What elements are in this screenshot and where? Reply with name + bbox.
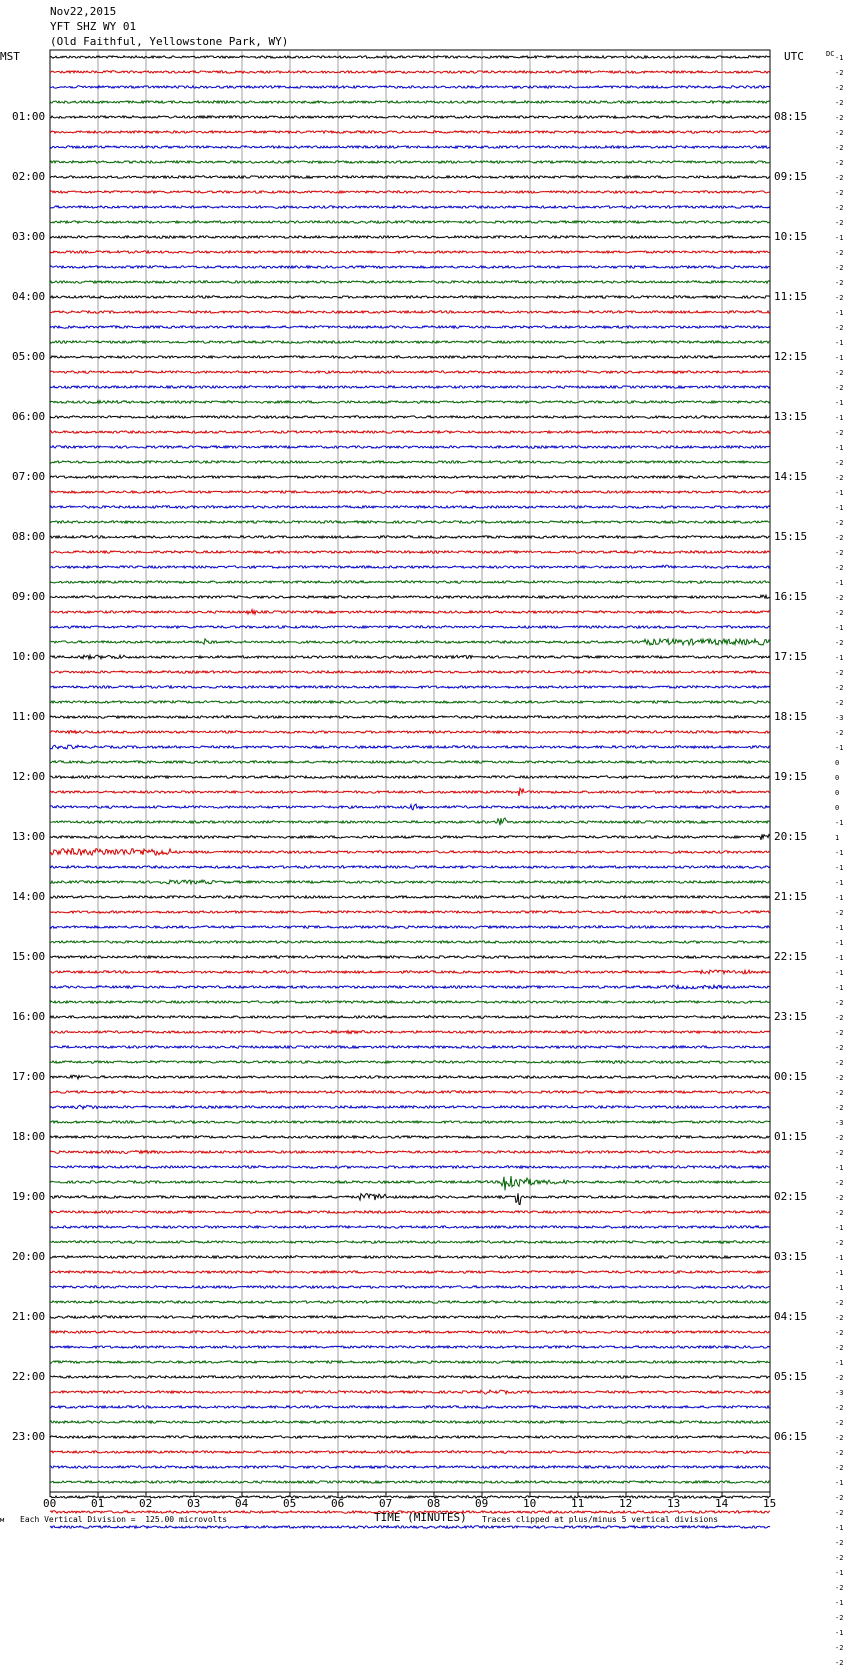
- dc-offset-label: -1: [835, 624, 844, 632]
- seismic-trace: [50, 221, 770, 223]
- seismic-trace: [50, 116, 770, 118]
- dc-offset-label: -2: [835, 1044, 844, 1052]
- x-axis-title: TIME (MINUTES): [374, 1511, 467, 1524]
- seismic-trace: [50, 356, 770, 358]
- seismic-trace: [50, 1496, 770, 1498]
- dc-offset-label: -1: [835, 339, 844, 347]
- dc-offset-label: 0: [835, 759, 840, 767]
- utc-hour-label: 03:15: [774, 1250, 808, 1263]
- seismic-trace: [50, 716, 770, 718]
- seismic-trace: [50, 655, 770, 659]
- clip-note: Traces clipped at plus/minus 5 vertical divisions: [482, 1515, 719, 1524]
- seismic-trace: [50, 1001, 770, 1003]
- dc-offset-label: -2: [835, 69, 844, 77]
- dc-offset-label: -2: [835, 204, 844, 212]
- dc-offset-label: -2: [835, 99, 844, 107]
- dc-offset-label: -1: [835, 234, 844, 242]
- dc-offset-label: -2: [835, 84, 844, 92]
- utc-hour-label: 08:15: [774, 110, 808, 123]
- dc-offset-label: -2: [835, 264, 844, 272]
- mst-hour-label: 19:00: [12, 1190, 46, 1203]
- x-tick-label: 05: [283, 1497, 297, 1510]
- dc-offset-label: -2: [835, 594, 844, 602]
- seismic-trace: [50, 416, 770, 418]
- seismic-trace: [50, 176, 770, 179]
- dc-offset-label: -2: [835, 324, 844, 332]
- seismic-trace: [50, 1211, 770, 1213]
- dc-offset-label: -2: [835, 144, 844, 152]
- mst-hour-label: 12:00: [12, 770, 46, 783]
- dc-offset-label: -1: [835, 654, 844, 662]
- seismic-trace: [50, 776, 770, 778]
- corner-mark-icon: м: [0, 1516, 5, 1524]
- mst-hour-label: 21:00: [12, 1310, 46, 1323]
- dc-offset-label: -2: [835, 1074, 844, 1082]
- header-location: (Old Faithful, Yellowstone Park, WY): [50, 35, 289, 48]
- seismic-trace: [50, 1091, 770, 1093]
- utc-hour-label: 00:15: [774, 1070, 808, 1083]
- dc-offset-label: -2: [835, 1134, 844, 1142]
- dc-offset-label: -2: [835, 1149, 844, 1157]
- seismic-trace: [50, 610, 770, 615]
- mst-hour-label: 13:00: [12, 830, 46, 843]
- seismic-trace: [50, 1421, 770, 1423]
- seismic-trace: [50, 761, 770, 763]
- mst-hour-label: 18:00: [12, 1130, 46, 1143]
- dc-offset-label: -2: [835, 1194, 844, 1202]
- dc-offset-label: -3: [835, 1389, 844, 1397]
- seismic-trace: [50, 731, 770, 734]
- mst-hour-label: 10:00: [12, 650, 46, 663]
- dc-offset-label: -2: [835, 1644, 844, 1652]
- dc-offset-label: -2: [835, 1449, 844, 1457]
- utc-hour-label: 22:15: [774, 950, 808, 963]
- seismic-trace: [50, 431, 770, 433]
- mst-zone-label: MST: [0, 50, 20, 63]
- dc-offset-label: -2: [835, 1029, 844, 1037]
- utc-hour-label: 20:15: [774, 830, 808, 843]
- seismic-trace: [50, 1105, 770, 1109]
- x-tick-label: 10: [523, 1497, 537, 1510]
- mst-hour-label: 04:00: [12, 290, 46, 303]
- x-tick-label: 11: [571, 1497, 585, 1510]
- dc-offset-label: -1: [835, 864, 844, 872]
- seismic-trace: [50, 206, 770, 208]
- seismic-trace: [50, 1331, 770, 1333]
- dc-offset-label: -2: [835, 1014, 844, 1022]
- dc-offset-label: -2: [835, 729, 844, 737]
- dc-offset-label: -2: [835, 1374, 844, 1382]
- dc-offset-label: -1: [835, 1164, 844, 1172]
- dc-offset-label: -2: [835, 114, 844, 122]
- dc-offset-label: -2: [835, 1614, 844, 1622]
- seismic-trace: [50, 701, 770, 703]
- seismic-trace: [50, 476, 770, 478]
- seismic-trace: [50, 1376, 770, 1378]
- dc-offset-label: -2: [835, 1299, 844, 1307]
- utc-hour-label: 17:15: [774, 650, 808, 663]
- x-tick-label: 06: [331, 1497, 345, 1510]
- seismic-trace: [50, 866, 770, 868]
- dc-offset-label: -2: [835, 699, 844, 707]
- mst-hour-label: 03:00: [12, 230, 46, 243]
- seismic-trace: [50, 1466, 770, 1468]
- seismic-trace: [50, 911, 770, 913]
- dc-offset-label: -1: [835, 1569, 844, 1577]
- x-tick-label: 03: [187, 1497, 201, 1510]
- seismic-trace: [50, 1061, 770, 1064]
- utc-hour-label: 15:15: [774, 530, 808, 543]
- seismic-trace: [50, 626, 770, 628]
- dc-offset-label: -2: [835, 129, 844, 137]
- seismic-trace: [50, 161, 770, 163]
- seismic-trace: [50, 266, 770, 268]
- seismic-trace: [50, 506, 770, 509]
- seismic-trace: [50, 804, 770, 810]
- dc-offset-label: -2: [835, 294, 844, 302]
- dc-offset-label: -1: [835, 1284, 844, 1292]
- seismic-trace: [50, 639, 770, 645]
- mst-hour-label: 11:00: [12, 710, 46, 723]
- seismic-trace: [50, 1046, 770, 1048]
- dc-offset-label: -2: [835, 219, 844, 227]
- dc-offset-label: -2: [835, 1209, 844, 1217]
- dc-offset-label: -2: [835, 549, 844, 557]
- x-tick-label: 12: [619, 1497, 633, 1510]
- dc-offset-label: -2: [835, 1584, 844, 1592]
- seismic-trace: [50, 686, 770, 688]
- seismic-trace: [50, 1526, 770, 1528]
- seismic-trace: [50, 1390, 770, 1394]
- dc-offset-label: -2: [835, 609, 844, 617]
- seismic-trace: [50, 536, 770, 538]
- seismic-trace: [50, 1226, 770, 1228]
- seismic-trace: [50, 1256, 770, 1258]
- dc-offset-label: -2: [835, 249, 844, 257]
- seismic-trace: [50, 1301, 770, 1303]
- dc-offset-label: -1: [835, 489, 844, 497]
- dc-offset-label: -1: [835, 849, 844, 857]
- x-tick-label: 09: [475, 1497, 489, 1510]
- utc-hour-label: 23:15: [774, 1010, 808, 1023]
- mst-hour-label: 14:00: [12, 890, 46, 903]
- seismic-trace: [50, 86, 770, 88]
- seismic-trace: [50, 1451, 770, 1453]
- dc-offset-label: -1: [835, 939, 844, 947]
- header-station: YFT SHZ WY 01: [50, 20, 137, 33]
- dc-offset-label: -1: [835, 309, 844, 317]
- dc-offset-label: -2: [835, 1494, 844, 1502]
- seismic-trace: [50, 1031, 770, 1034]
- dc-offset-label: -1: [835, 1524, 844, 1532]
- utc-hour-label: 21:15: [774, 890, 808, 903]
- mst-hour-label: 22:00: [12, 1370, 46, 1383]
- dc-offset-label: -2: [835, 1059, 844, 1067]
- dc-offset-label: -2: [835, 1434, 844, 1442]
- x-tick-label: 00: [43, 1497, 57, 1510]
- seismic-trace: [50, 251, 770, 253]
- x-tick-label: 02: [139, 1497, 153, 1510]
- seismic-trace: [50, 446, 770, 448]
- dc-offset-label: -2: [835, 534, 844, 542]
- dc-offset-label: -3: [835, 1119, 844, 1127]
- utc-hour-label: 06:15: [774, 1430, 808, 1443]
- dc-offset-label: -1: [835, 819, 844, 827]
- utc-hour-label: 13:15: [774, 410, 808, 423]
- mst-hour-label: 01:00: [12, 110, 46, 123]
- dc-offset-label: -1: [835, 984, 844, 992]
- dc-offset-label: -2: [835, 639, 844, 647]
- dc-offset-label: -2: [835, 1404, 844, 1412]
- mst-hour-label: 02:00: [12, 170, 46, 183]
- seismic-trace: [50, 326, 770, 328]
- utc-hour-label: 09:15: [774, 170, 808, 183]
- dc-offset-label: -1: [835, 1359, 844, 1367]
- x-tick-label: 13: [667, 1497, 681, 1510]
- seismic-trace: [50, 1193, 770, 1204]
- dc-offset-label: -1: [835, 354, 844, 362]
- dc-offset-label: -2: [835, 459, 844, 467]
- seismic-trace: [50, 849, 770, 856]
- seismic-trace: [50, 491, 770, 493]
- dc-offset-label: -2: [835, 429, 844, 437]
- mst-hour-label: 23:00: [12, 1430, 46, 1443]
- dc-offset-label: -1: [835, 504, 844, 512]
- mst-hour-label: 20:00: [12, 1250, 46, 1263]
- seismic-trace: [50, 985, 770, 989]
- dc-offset-label: -2: [835, 174, 844, 182]
- utc-hour-label: 19:15: [774, 770, 808, 783]
- utc-hour-label: 02:15: [774, 1190, 808, 1203]
- header-date: Nov22,2015: [50, 5, 117, 18]
- dc-offset-label: -2: [835, 1344, 844, 1352]
- dc-offset-label: -2: [835, 1329, 844, 1337]
- seismic-trace: [50, 1286, 770, 1288]
- seismic-trace: [50, 581, 770, 583]
- dc-offset-label: -1: [835, 924, 844, 932]
- dc-offset-label: -2: [835, 1554, 844, 1562]
- utc-hour-label: 12:15: [774, 350, 808, 363]
- seismic-trace: [50, 1166, 770, 1168]
- dc-offset-label: -1: [835, 894, 844, 902]
- x-tick-label: 01: [91, 1497, 105, 1510]
- seismic-trace: [50, 71, 770, 73]
- dc-offset-label: -3: [835, 714, 844, 722]
- seismic-trace: [50, 1406, 770, 1408]
- dc-offset-label: -2: [835, 1464, 844, 1472]
- utc-hour-label: 16:15: [774, 590, 808, 603]
- dc-offset-label: -1: [835, 54, 844, 62]
- utc-hour-label: 11:15: [774, 290, 808, 303]
- dc-offset-label: 0: [835, 789, 840, 797]
- x-tick-label: 14: [715, 1497, 729, 1510]
- x-tick-label: 07: [379, 1497, 393, 1510]
- seismic-trace: [50, 1361, 770, 1363]
- dc-offset-label: -1: [835, 414, 844, 422]
- mst-hour-label: 05:00: [12, 350, 46, 363]
- dc-offset-label: -2: [835, 1089, 844, 1097]
- seismic-trace: [50, 101, 770, 103]
- seismic-trace: [50, 1241, 770, 1243]
- dc-offset-label: -1: [835, 969, 844, 977]
- seismic-trace: [50, 56, 770, 58]
- scale-note: Each Vertical Division = 125.00 microvolts: [20, 1515, 228, 1524]
- seismic-trace: [50, 551, 770, 553]
- mst-hour-label: 17:00: [12, 1070, 46, 1083]
- seismic-trace: [50, 1136, 770, 1138]
- seismic-trace: [50, 131, 770, 133]
- dc-offset-label: -2: [835, 564, 844, 572]
- dc-offset-label: -1: [835, 1629, 844, 1637]
- seismic-trace: [50, 311, 770, 313]
- dc-offset-label: -2: [835, 1419, 844, 1427]
- seismic-trace: [50, 834, 770, 840]
- seismic-trace: [50, 371, 770, 373]
- dc-offset-label: -1: [835, 1479, 844, 1487]
- dc-offset-label: -1: [835, 399, 844, 407]
- dc-offset-label: -2: [835, 1659, 844, 1667]
- dc-offset-label: -2: [835, 1179, 844, 1187]
- dc-offset-label: -2: [835, 1539, 844, 1547]
- mst-hour-label: 08:00: [12, 530, 46, 543]
- dc-offset-label: -2: [835, 1314, 844, 1322]
- x-tick-label: 08: [427, 1497, 441, 1510]
- dc-offset-label: -1: [835, 879, 844, 887]
- utc-hour-label: 18:15: [774, 710, 808, 723]
- dc-offset-label: -2: [835, 1509, 844, 1517]
- dc-offset-label: -2: [835, 999, 844, 1007]
- dc-offset-label: -1: [835, 579, 844, 587]
- seismic-trace: [50, 521, 770, 523]
- seismic-trace: [50, 1316, 770, 1318]
- seismic-trace: [50, 818, 770, 825]
- seismic-trace: [50, 1016, 770, 1018]
- mst-hour-label: 07:00: [12, 470, 46, 483]
- seismic-trace: [50, 1436, 770, 1438]
- utc-hour-label: 05:15: [774, 1370, 808, 1383]
- dc-offset-label: -2: [835, 189, 844, 197]
- x-tick-label: 15: [763, 1497, 777, 1510]
- dc-offset-label: 0: [835, 804, 840, 812]
- seismic-trace: [50, 1271, 770, 1273]
- seismic-trace: [50, 191, 770, 193]
- dc-offset-label: -2: [835, 279, 844, 287]
- seismic-trace: [50, 341, 770, 343]
- utc-hour-label: 14:15: [774, 470, 808, 483]
- seismic-trace: [50, 1075, 770, 1079]
- utc-zone-label: UTC: [784, 50, 804, 63]
- seismic-trace: [50, 595, 770, 598]
- dc-label: DC: [826, 50, 835, 58]
- dc-offset-label: -1: [835, 444, 844, 452]
- seismic-trace: [50, 941, 770, 943]
- seismic-trace: [50, 896, 770, 898]
- seismic-trace: [50, 386, 770, 388]
- seismic-trace: [50, 926, 770, 928]
- seismic-trace: [50, 281, 770, 283]
- seismic-trace: [50, 880, 770, 884]
- seismic-trace: [50, 1346, 770, 1348]
- dc-offset-label: -1: [835, 954, 844, 962]
- seismic-trace: [50, 970, 770, 974]
- dc-offset-label: -2: [835, 1104, 844, 1112]
- mst-hour-label: 06:00: [12, 410, 46, 423]
- utc-hour-label: 04:15: [774, 1310, 808, 1323]
- seismic-trace: [50, 401, 770, 404]
- dc-offset-label: -2: [835, 384, 844, 392]
- dc-offset-label: 1: [835, 834, 840, 842]
- seismic-trace: [50, 671, 770, 673]
- seismic-trace: [50, 1121, 770, 1123]
- dc-offset-label: -2: [835, 1239, 844, 1247]
- seismic-trace: [50, 1176, 770, 1190]
- dc-offset-label: -2: [835, 159, 844, 167]
- seismic-trace: [50, 956, 770, 958]
- seismic-trace: [50, 745, 770, 749]
- dc-offset-label: -1: [835, 1599, 844, 1607]
- mst-hour-label: 09:00: [12, 590, 46, 603]
- seismic-trace: [50, 1151, 770, 1154]
- dc-offset-label: -2: [835, 669, 844, 677]
- dc-offset-label: -1: [835, 1269, 844, 1277]
- dc-offset-label: -1: [835, 1224, 844, 1232]
- dc-offset-label: -1: [835, 1254, 844, 1262]
- dc-offset-label: 0: [835, 774, 840, 782]
- seismic-trace: [50, 461, 770, 463]
- seismic-trace: [50, 1481, 770, 1483]
- seismic-trace: [50, 146, 770, 148]
- dc-offset-label: -2: [835, 909, 844, 917]
- seismic-trace: [50, 296, 770, 298]
- utc-hour-label: 01:15: [774, 1130, 808, 1143]
- dc-offset-label: -2: [835, 474, 844, 482]
- seismic-trace: [50, 236, 770, 238]
- dc-offset-label: -2: [835, 519, 844, 527]
- seismic-trace: [50, 788, 770, 796]
- mst-hour-label: 16:00: [12, 1010, 46, 1023]
- dc-offset-label: -1: [835, 744, 844, 752]
- dc-offset-label: -2: [835, 369, 844, 377]
- seismic-trace: [50, 565, 770, 568]
- utc-hour-label: 10:15: [774, 230, 808, 243]
- x-tick-label: 04: [235, 1497, 249, 1510]
- mst-hour-label: 15:00: [12, 950, 46, 963]
- dc-offset-label: -2: [835, 684, 844, 692]
